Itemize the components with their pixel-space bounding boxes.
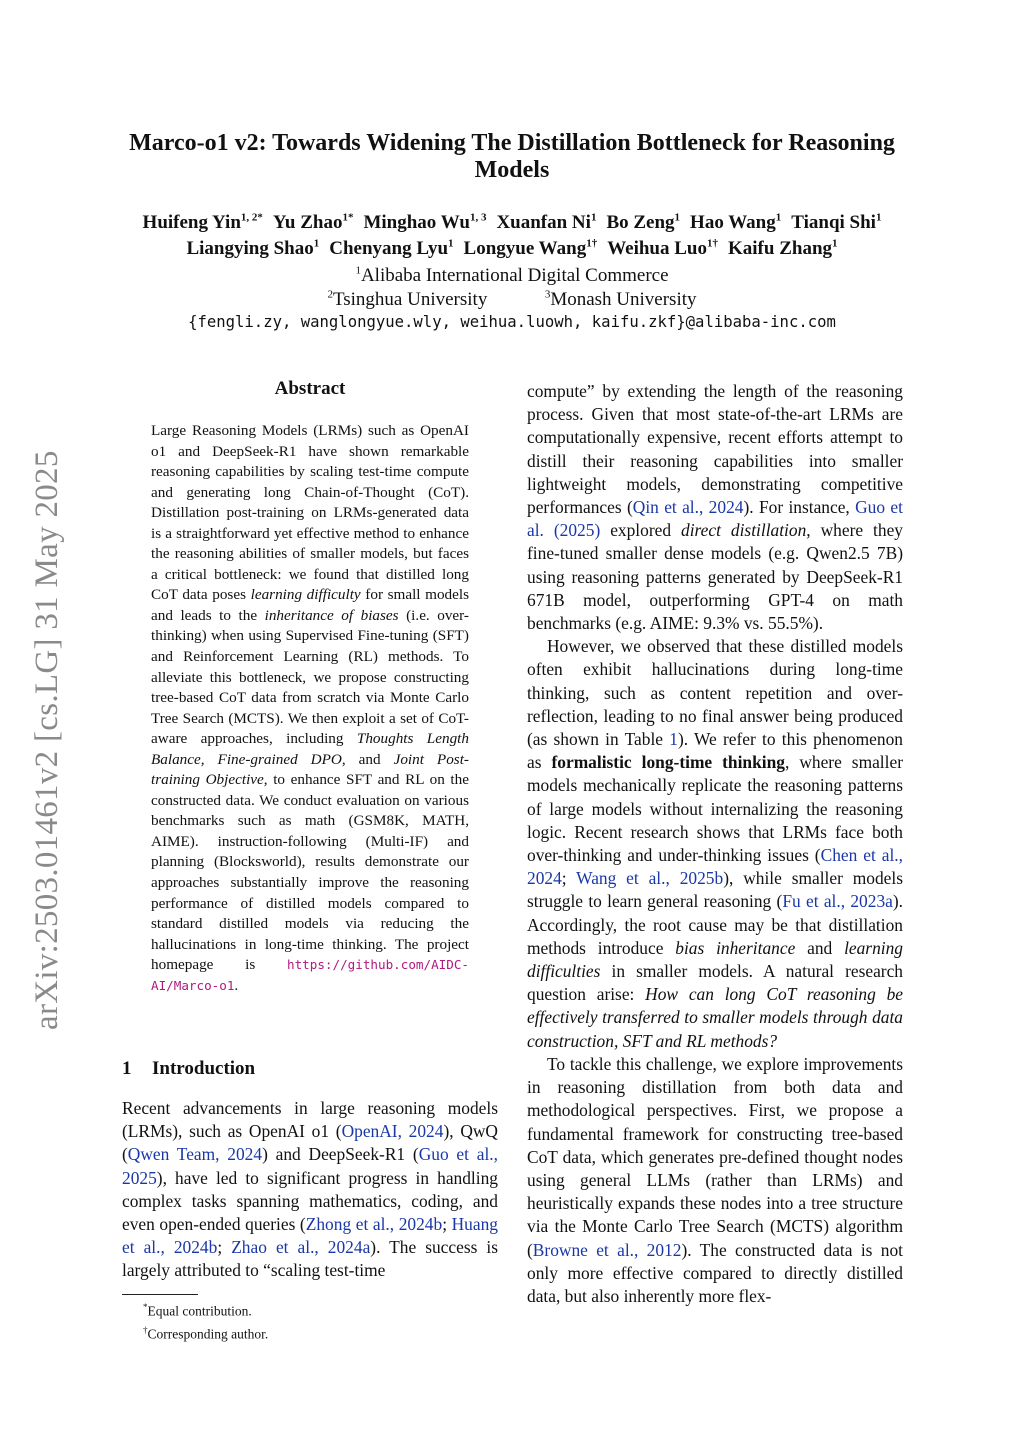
citation-link[interactable]: Guo et al., 2025 [122, 1144, 498, 1188]
citation-link[interactable]: Fu et al., 2023a [782, 891, 893, 912]
footnote-equal-contribution: *Equal contribution. [143, 1302, 252, 1319]
footnote-corresponding-author: †Corresponding author. [143, 1324, 269, 1341]
right-column [527, 380, 903, 1308]
paper-title: Marco-o1 v2: Towards Widening The Distillation Bottleneck for Reasoning Models [129, 130, 895, 183]
author-name: Huifeng Yin$^{1, 2*}$ [142, 211, 263, 233]
introduction-paragraph: Recent advancements in large reasoning models (LRMs), such as OpenAI o1 (OpenAI, 2024), QwQ (Qwen Team, 2024) and DeepSeek-R1 (Guo et al., 2025), have led to significant progress in handling complex tasks spanning mathematics, coding, and even open-ended queries (Zhong et al., 2024b; Huang et al., 2024b; Zhao et al., 2024a). The success is largely attributed to “scaling test-time [122, 1098, 498, 1281]
author-name: Kaifu Zhang$^1$ [728, 237, 838, 259]
footnote-rule [122, 1294, 198, 1295]
affiliation-1: $^1$Alibaba International Digital Commerce [355, 264, 669, 286]
author-name: Weihua Luo$^{1\dagger}$ [607, 237, 718, 259]
citation-link[interactable]: Qin et al., 2024 [632, 497, 744, 518]
affiliation-3: Monash University [550, 289, 697, 310]
section-heading-introduction: 1 Introduction [122, 1058, 256, 1079]
abstract-text: Large Reasoning Models (LRMs) such as OpenAI o1 and DeepSeek-R1 have shown remarkable reasoning capabilities by scaling test-time compute and generating long Chain-of-Thought (CoT). Distillation post-training on LRMs-generated data is a straightforward yet effective method to enhance the reasoning abilities of smaller models, but faces a critical bottleneck: we found that distilled long CoT data poses learning difficulty for small models and leads to the inheritance of biases (i.e. over-thinking) when using Supervised Fine-tuning (SFT) and Reinforcement Learning (RL) methods. To alleviate this bottleneck, we propose constructing tree-based CoT data from scratch via Monte Carlo Tree Search (MCTS). We then exploit a set of CoT-aware approaches, including Thoughts Length Balance, Fine-grained DPO, and Joint Post-training Objective, to enhance SFT and RL on the constructed data. We conduct evaluation on various benchmarks such as math (GSM8K, MATH, AIME). instruction-following (Multi-IF) and planning (Blocksworld), results demonstrate our approaches substantially improve the reasoning performance of distilled models compared to standard distilled models via reducing the hallucinations in long-time thinking. The project homepage is https://github.com/AIDC-AI/Marco-o1. [151, 422, 470, 994]
paragraph: compute” by extending the length of the reasoning process. Given that most state-of-the-art LRMs are computationally expensive, recent efforts attempt to distill their reasoning capabilities into smaller lightweight models, demonstrating competitive performances (Qin et al., 2024). For instance, Guo et al. (2025) explored direct distillation, where they fine-tuned smaller dense models (e.g. Qwen2.5 7B) using reasoning patterns generated by DeepSeek-R1 671B model, outperforming GPT-4 on math benchmarks (e.g. AIME: 9.3% vs. 55.5%). [527, 381, 903, 634]
author-list [80, 210, 944, 262]
author-name: Liangying Shao$^1$ [186, 237, 320, 259]
paragraph: To tackle this challenge, we explore improvements in reasoning distillation from both data and methodological perspectives. First, we propose a fundamental framework for constructing tree-based CoT data, which generates pre-defined thought nodes using general LLMs (rather than LRMs) and heuristically expands these nodes into a tree structure via the Monte Carlo Tree Search (MCTS) algorithm (Browne et al., 2012). The constructed data is not only more effective compared to directly distilled data, but also inherently more flex- [527, 1053, 903, 1306]
abstract-heading: Abstract [274, 378, 346, 399]
citation-link[interactable]: Chen et al., 2024 [527, 845, 904, 889]
citation-link[interactable]: OpenAI, 2024 [341, 1121, 444, 1142]
citation-link[interactable]: Huang et al., 2024b [122, 1214, 498, 1258]
project-homepage-link[interactable]: https://github.com/AIDC-AI/Marco-o1 [151, 957, 469, 993]
author-name: Xuanfan Ni$^1$ [496, 211, 597, 233]
affiliation-2-3: $^2$Tsinghua University $^3$Monash University [327, 288, 697, 310]
citation-link[interactable]: Guo et al. (2025) [527, 497, 903, 541]
citation-link[interactable]: Wang et al., 2025b [576, 868, 724, 889]
citation-link[interactable]: Zhao et al., 2024a [231, 1237, 371, 1258]
citation-link[interactable]: 1 [669, 729, 678, 750]
author-line-1 [80, 210, 944, 236]
citation-link[interactable]: Zhong et al., 2024b [305, 1214, 443, 1235]
author-name: Bo Zeng$^1$ [606, 211, 681, 233]
citation-link[interactable]: Qwen Team, 2024 [127, 1144, 263, 1165]
arxiv-stamp: arXiv:2503.01461v2 [cs.LG] 31 May 2025 [29, 450, 65, 1030]
author-emails: {fengli.zy, wanglongyue.wly, weihua.luowh, kaifu.zkf}@alibaba-inc.com [188, 313, 836, 331]
author-name: Tianqi Shi$^1$ [791, 211, 882, 233]
author-name: Longyue Wang$^{1\dagger}$ [463, 237, 598, 259]
author-name: Chenyang Lyu$^1$ [329, 237, 454, 259]
citation-link[interactable]: Browne et al., 2012 [532, 1239, 682, 1260]
author-name: Minghao Wu$^{1, 3}$ [363, 211, 487, 233]
paragraph: However, we observed that these distilled models often exhibit hallucinations during long-time thinking, such as content repetition and over-reflection, leading to no final answer being produced (as shown in Table 1). We refer to this phenomenon as formalistic long-time thinking, where smaller models mechanically replicate the reasoning patterns of large models without internalizing the reasoning logic. Recent research shows that LRMs face both over-thinking and under-thinking issues (Chen et al., 2024; Wang et al., 2025b), while smaller models struggle to learn general reasoning (Fu et al., 2023a). Accordingly, the root cause may be that distillation methods introduce bias inheritance and learning difficulties in smaller models. A natural research question arise: How can long CoT reasoning be effectively transferred to smaller models through data construction, SFT and RL methods? [527, 636, 904, 1051]
affiliation-2: Tsinghua University [332, 289, 488, 310]
author-line-2 [80, 236, 944, 262]
author-name: Yu Zhao$^{1*}$ [272, 211, 354, 233]
author-name: Hao Wang$^1$ [690, 211, 782, 233]
footnotes [143, 1298, 503, 1343]
